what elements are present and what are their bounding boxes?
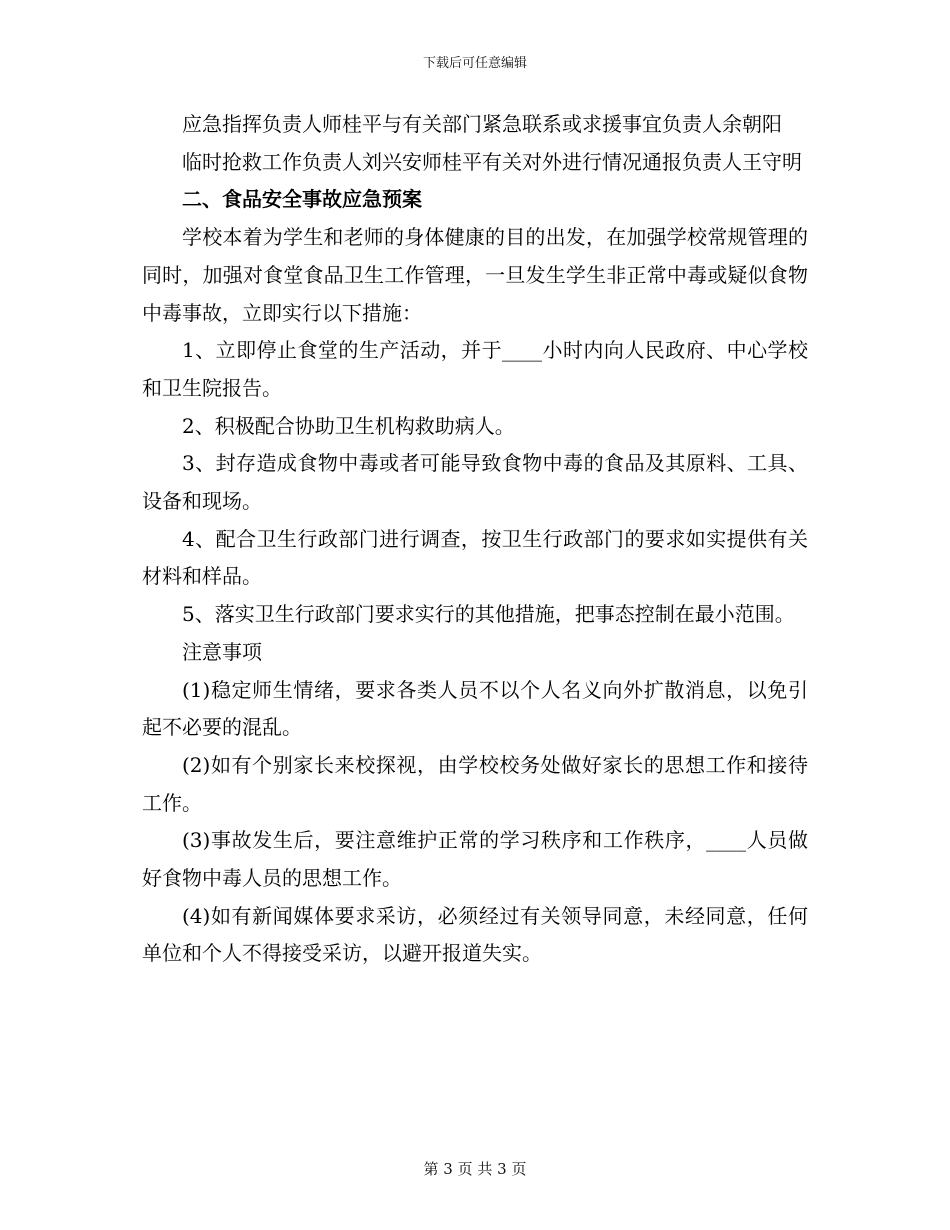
paragraph-emergency-command: 应急指挥负责人师桂平与有关部门紧急联系或求援事宜负责人余朝阳	[182, 112, 782, 136]
measure-item-4: 4、配合卫生行政部门进行调查，按卫生行政部门的要求如实提供有关材料和样品。	[142, 526, 808, 589]
note-item-4: (4)如有新闻媒体要求采访，必须经过有关领导同意，未经同意，任何单位和个人不得接受采访，以避开报道失实。	[142, 903, 808, 966]
note-item-2: (2)如有个别家长来校探视，由学校校务处做好家长的思想工作和接待工作。	[142, 752, 808, 815]
notes-heading: 注意事项	[182, 639, 262, 664]
measure-item-1: 1、立即停止食堂的生产活动，并于____小时内向人民政府、中心学校和卫生院报告。	[142, 338, 808, 400]
measure-item-5: 5、落实卫生行政部门要求实行的其他措施，把事态控制在最小范围。	[182, 602, 795, 627]
measure-item-3: 3、封存造成食物中毒或者可能导致食物中毒的食品及其原料、工具、设备和现场。	[142, 451, 808, 514]
paragraph-rescue-lead: 临时抢救工作负责人刘兴安师桂平有关对外进行情况通报负责人王守明	[182, 149, 802, 174]
document-body	[142, 106, 808, 973]
section-heading-food-safety: 二、食品安全事故应急预案	[182, 187, 422, 212]
paragraph-intro: 学校本着为学生和老师的身体健康的目的出发，在加强学校常规管理的同时，加强对食堂食品卫生工作管理，一旦发生学生非正常中毒或疑似食物中毒事故，立即实行以下措施：	[142, 225, 808, 325]
measure-item-2: 2、积极配合协助卫生机构救助病人。	[182, 413, 515, 438]
page-footer: 第 3 页 共 3 页	[423, 1160, 527, 1178]
note-item-1: (1)稳定师生情绪，要求各类人员不以个人名义向外扩散消息，以免引起不必要的混乱。	[142, 677, 808, 740]
note-item-3: (3)事故发生后，要注意维护正常的学习秩序和工作秩序，____人员做好食物中毒人员的思想工作。	[142, 828, 808, 891]
page-header: 下载后可任意编辑	[422, 56, 527, 71]
